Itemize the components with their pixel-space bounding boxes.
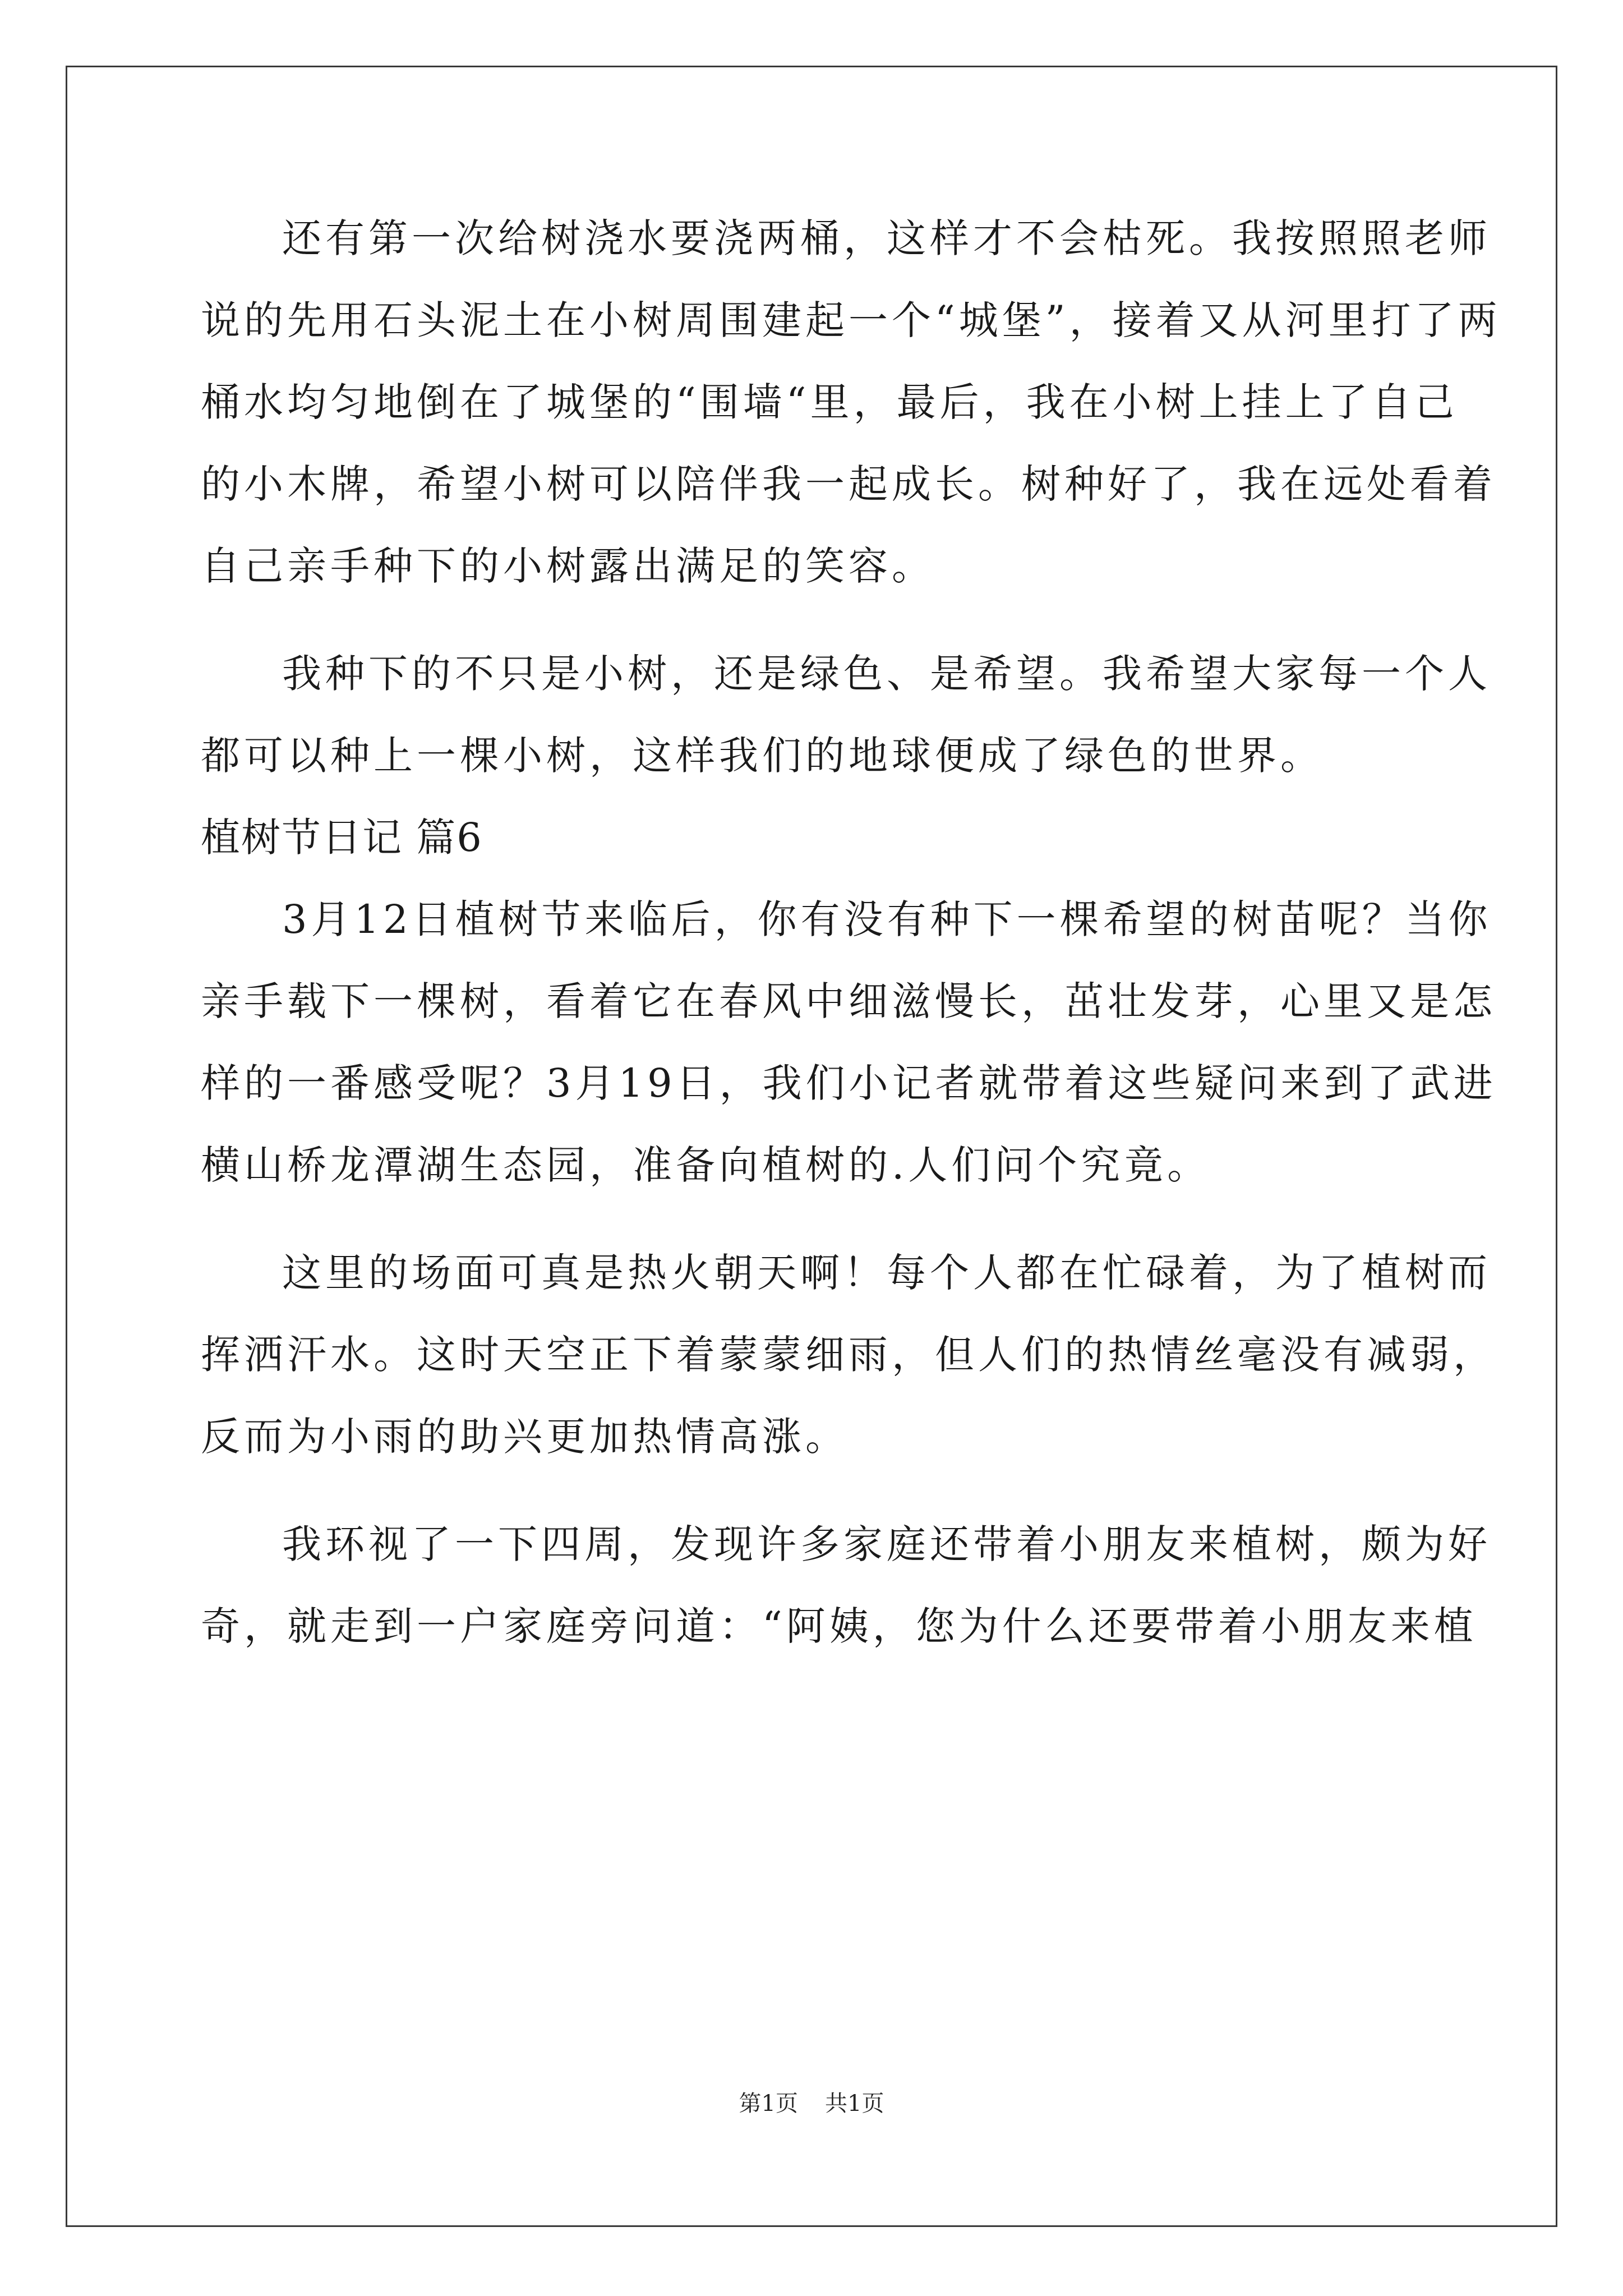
section-heading: 植树节日记 篇6	[201, 815, 483, 861]
paragraph-line: 挥洒汗水。这时天空正下着蒙蒙细雨，但人们的热情丝毫没有减弱，	[201, 1332, 1496, 1378]
paragraph-line: 横山桥龙潭湖生态园，准备向植树的.人们问个究竟。	[201, 1142, 1211, 1188]
paragraph-line: 我种下的不只是小树，还是绿色、是希望。我希望大家每一个人	[282, 651, 1491, 697]
paragraph-line: 反而为小雨的助兴更加热情高涨。	[201, 1414, 849, 1460]
paragraph-line: 还有第一次给树浇水要浇两桶，这样才不会枯死。我按照照老师	[282, 215, 1491, 261]
paragraph-line: 这里的场面可真是热火朝天啊！每个人都在忙碌着，为了植树而	[282, 1250, 1491, 1296]
paragraph-gap	[201, 1478, 1422, 1503]
paragraph-gap	[201, 607, 1422, 633]
page-footer	[0, 2086, 1623, 2118]
paragraph-line: 的小木牌，希望小树可以陪伴我一起成长。树种好了，我在远处看着	[201, 461, 1496, 507]
paragraph-line: 样的一番感受呢？3月19日，我们小记者就带着这些疑问来到了武进	[201, 1060, 1497, 1106]
paragraph-line: 说的先用石头泥土在小树周围建起一个“城堡”，接着又从河里打了两	[201, 297, 1501, 343]
paragraph-line: 我环视了一下四周，发现许多家庭还带着小朋友来植树，颇为好	[282, 1521, 1491, 1567]
paragraph-gap	[201, 1206, 1422, 1232]
paragraph-line: 奇，就走到一户家庭旁问道：“阿姨，您为什么还要带着小朋友来植	[201, 1603, 1477, 1649]
paragraph-line: 3月12日植树节来临后，你有没有种下一棵希望的树苗呢？当你	[282, 896, 1492, 942]
paragraph-line: 桶水均匀地倒在了城堡的“围墙“里，最后，我在小树上挂上了自己	[201, 379, 1458, 425]
page-number: 第1页	[739, 2091, 798, 2116]
document-body	[201, 197, 1501, 1667]
paragraph-line: 自己亲手种下的小树露出满足的笑容。	[201, 543, 935, 589]
page-total: 共1页	[825, 2091, 884, 2116]
paragraph-line: 都可以种上一棵小树，这样我们的地球便成了绿色的世界。	[201, 733, 1324, 779]
paragraph-line: 亲手载下一棵树，看着它在春风中细滋慢长，茁壮发芽，心里又是怎	[201, 978, 1496, 1024]
